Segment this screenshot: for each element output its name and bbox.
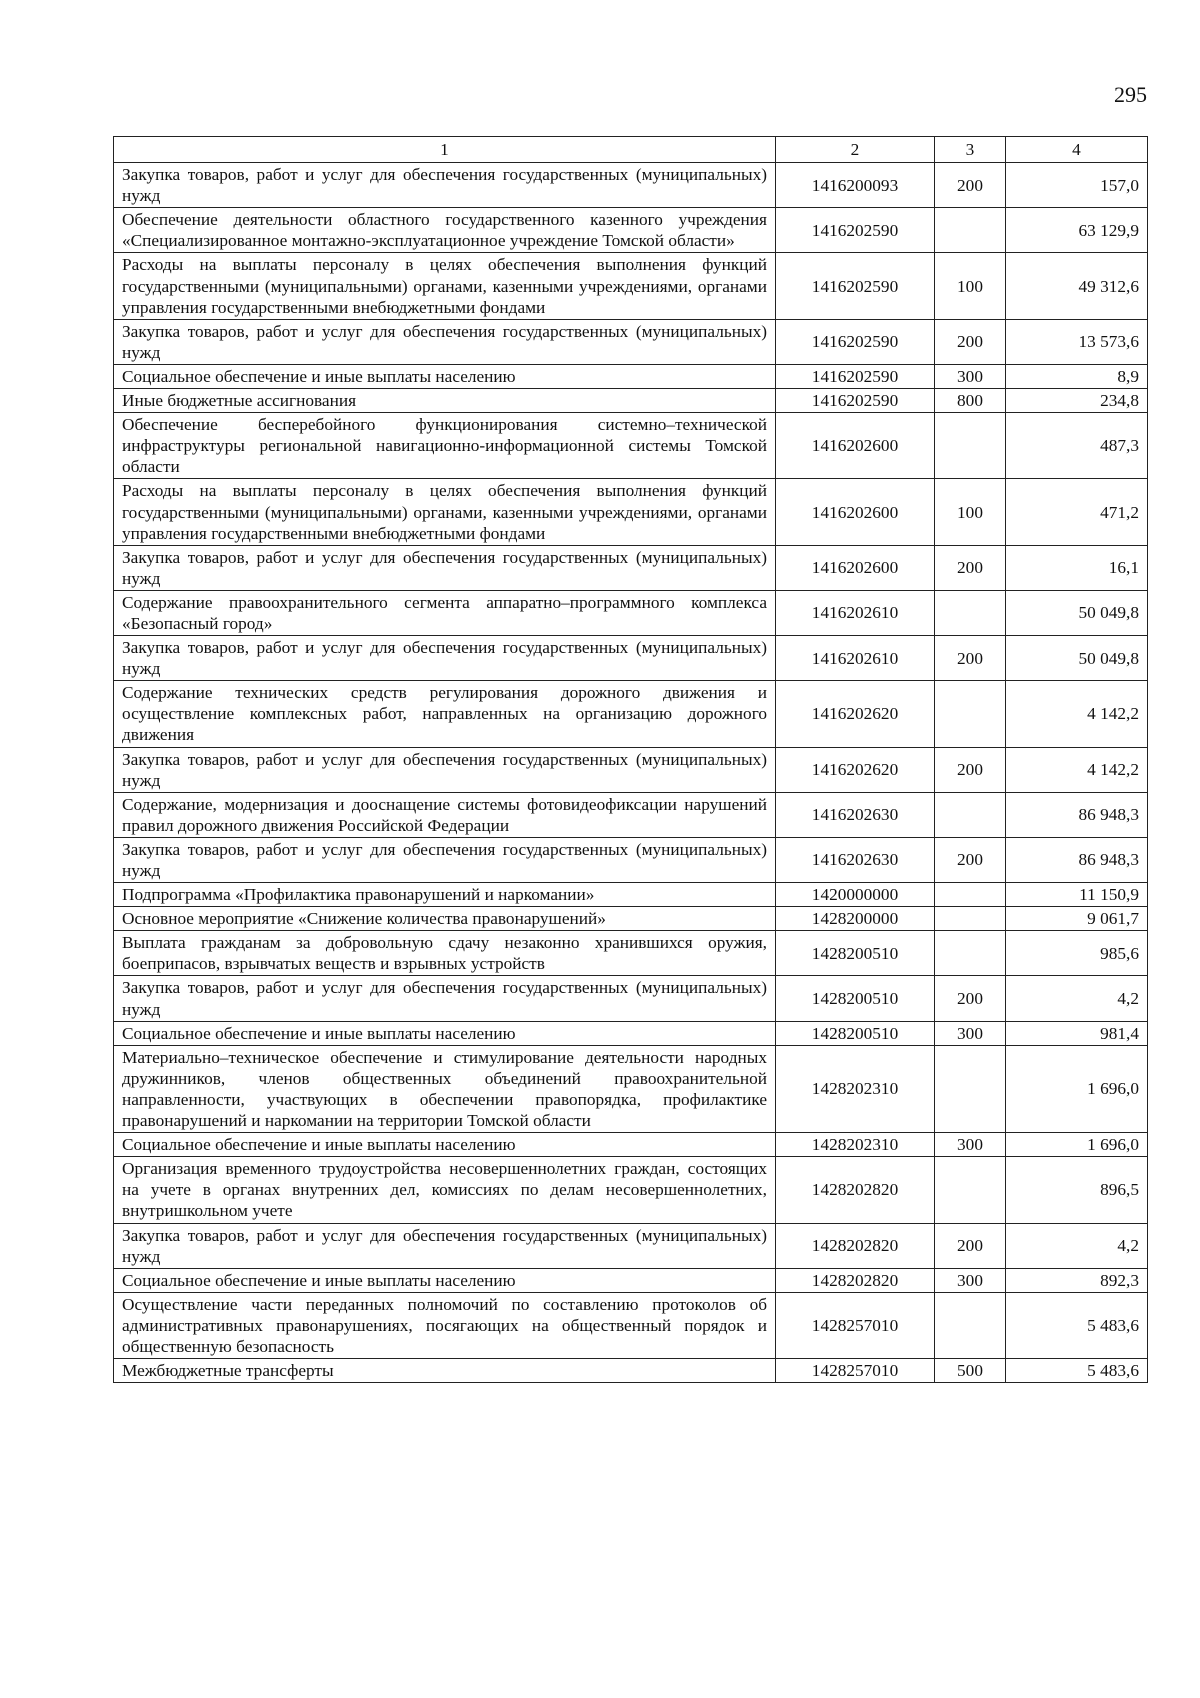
row-description: Иные бюджетные ассигнования: [114, 389, 776, 413]
row-description: Закупка товаров, работ и услуг для обеспечения государственных (муниципальных) нужд: [114, 1223, 776, 1268]
header-col-2: 2: [776, 137, 935, 163]
row-description: Закупка товаров, работ и услуг для обеспечения государственных (муниципальных) нужд: [114, 163, 776, 208]
row-expense-type: [935, 1157, 1006, 1223]
row-expense-type: 200: [935, 747, 1006, 792]
row-expense-type: 200: [935, 319, 1006, 364]
row-expense-type: [935, 413, 1006, 479]
row-expense-type: [935, 907, 1006, 931]
row-description: Закупка товаров, работ и услуг для обеспечения государственных (муниципальных) нужд: [114, 837, 776, 882]
table-row: [114, 1359, 1148, 1383]
row-code: 1428200510: [776, 1021, 935, 1045]
row-amount: 49 312,6: [1006, 253, 1148, 319]
header-col-4: 4: [1006, 137, 1148, 163]
table-row: [114, 1133, 1148, 1157]
row-amount: 86 948,3: [1006, 837, 1148, 882]
table-row: [114, 163, 1148, 208]
row-description: Содержание технических средств регулирования дорожного движения и осуществление комплексных работ, направленных на организацию дорожного движения: [114, 681, 776, 747]
row-amount: 86 948,3: [1006, 792, 1148, 837]
row-description: Закупка товаров, работ и услуг для обеспечения государственных (муниципальных) нужд: [114, 747, 776, 792]
table-row: [114, 1223, 1148, 1268]
row-code: 1416202600: [776, 545, 935, 590]
row-description: Материально–техническое обеспечение и стимулирование деятельности народных дружинников, членов общественных объединений правоохранительной направленности, участвующих в обеспечении правопорядка, профилактике правонарушений и наркомании на территории Томской области: [114, 1045, 776, 1132]
table-row: [114, 792, 1148, 837]
table-row: [114, 319, 1148, 364]
row-amount: 63 129,9: [1006, 208, 1148, 253]
row-code: 1416200093: [776, 163, 935, 208]
header-col-1: 1: [114, 137, 776, 163]
row-amount: 892,3: [1006, 1268, 1148, 1292]
table-row: [114, 1268, 1148, 1292]
row-amount: 50 049,8: [1006, 636, 1148, 681]
row-amount: 471,2: [1006, 479, 1148, 545]
budget-table: [113, 136, 1148, 1383]
row-description: Выплата гражданам за добровольную сдачу незаконно хранившихся оружия, боеприпасов, взрывчатых веществ и взрывных устройств: [114, 931, 776, 976]
table-row: [114, 389, 1148, 413]
row-description: Расходы на выплаты персоналу в целях обеспечения выполнения функций государственными (муниципальными) органами, казенными учреждениями, органами управления государственными внебюджетными фондами: [114, 253, 776, 319]
row-description: Закупка товаров, работ и услуг для обеспечения государственных (муниципальных) нужд: [114, 636, 776, 681]
table-row: [114, 907, 1148, 931]
row-code: 1428202820: [776, 1268, 935, 1292]
row-code: 1428202820: [776, 1223, 935, 1268]
table-row: [114, 883, 1148, 907]
row-description: Обеспечение деятельности областного государственного казенного учреждения «Специализированное монтажно-эксплуатационное учреждение Томской области»: [114, 208, 776, 253]
row-description: Закупка товаров, работ и услуг для обеспечения государственных (муниципальных) нужд: [114, 976, 776, 1021]
row-expense-type: [935, 1045, 1006, 1132]
table-row: [114, 479, 1148, 545]
row-code: 1420000000: [776, 883, 935, 907]
table-row: [114, 976, 1148, 1021]
table-row: [114, 747, 1148, 792]
row-description: Подпрограмма «Профилактика правонарушений и наркомании»: [114, 883, 776, 907]
row-code: 1416202590: [776, 389, 935, 413]
row-description: Закупка товаров, работ и услуг для обеспечения государственных (муниципальных) нужд: [114, 545, 776, 590]
row-expense-type: 300: [935, 364, 1006, 388]
table-row: [114, 837, 1148, 882]
table-row: [114, 253, 1148, 319]
row-expense-type: 300: [935, 1133, 1006, 1157]
row-amount: 1 696,0: [1006, 1133, 1148, 1157]
row-expense-type: 200: [935, 1223, 1006, 1268]
row-description: Обеспечение бесперебойного функционирования системно–технической инфраструктуры региональной навигационно-информационной системы Томской области: [114, 413, 776, 479]
row-expense-type: 200: [935, 837, 1006, 882]
row-code: 1428202310: [776, 1133, 935, 1157]
row-description: Социальное обеспечение и иные выплаты населению: [114, 1268, 776, 1292]
row-description: Осуществление части переданных полномочий по составлению протоколов об административных правонарушениях, посягающих на общественный порядок и общественную безопасность: [114, 1292, 776, 1358]
table-row: [114, 931, 1148, 976]
row-code: 1428200000: [776, 907, 935, 931]
row-amount: 5 483,6: [1006, 1359, 1148, 1383]
row-amount: 487,3: [1006, 413, 1148, 479]
row-expense-type: 300: [935, 1021, 1006, 1045]
row-expense-type: 200: [935, 545, 1006, 590]
row-description: Расходы на выплаты персоналу в целях обеспечения выполнения функций государственными (муниципальными) органами, казенными учреждениями, органами управления государственными внебюджетными фондами: [114, 479, 776, 545]
row-expense-type: 100: [935, 253, 1006, 319]
table-row: [114, 545, 1148, 590]
row-expense-type: 200: [935, 636, 1006, 681]
table-header-row: [114, 137, 1148, 163]
table-row: [114, 1045, 1148, 1132]
table-row: [114, 636, 1148, 681]
row-expense-type: 200: [935, 976, 1006, 1021]
row-description: Содержание, модернизация и дооснащение системы фотовидеофиксации нарушений правил дорожного движения Российской Федерации: [114, 792, 776, 837]
row-expense-type: [935, 931, 1006, 976]
row-expense-type: [935, 208, 1006, 253]
row-expense-type: [935, 590, 1006, 635]
row-amount: 985,6: [1006, 931, 1148, 976]
table-row: [114, 1292, 1148, 1358]
row-amount: 4,2: [1006, 976, 1148, 1021]
row-expense-type: [935, 883, 1006, 907]
row-amount: 8,9: [1006, 364, 1148, 388]
row-expense-type: [935, 792, 1006, 837]
table-row: [114, 590, 1148, 635]
row-expense-type: 300: [935, 1268, 1006, 1292]
row-code: 1428200510: [776, 931, 935, 976]
row-amount: 157,0: [1006, 163, 1148, 208]
row-amount: 4 142,2: [1006, 681, 1148, 747]
row-code: 1416202600: [776, 479, 935, 545]
row-amount: 234,8: [1006, 389, 1148, 413]
row-code: 1428200510: [776, 976, 935, 1021]
row-code: 1416202620: [776, 681, 935, 747]
table-row: [114, 413, 1148, 479]
row-code: 1416202610: [776, 636, 935, 681]
row-code: 1416202600: [776, 413, 935, 479]
row-description: Социальное обеспечение и иные выплаты населению: [114, 1133, 776, 1157]
row-expense-type: 800: [935, 389, 1006, 413]
row-code: 1416202590: [776, 253, 935, 319]
row-code: 1428202310: [776, 1045, 935, 1132]
row-code: 1416202630: [776, 837, 935, 882]
row-code: 1416202590: [776, 319, 935, 364]
row-code: 1428202820: [776, 1157, 935, 1223]
row-description: Организация временного трудоустройства несовершеннолетних граждан, состоящих на учете в органах внутренних дел, комиссиях по делам несовершеннолетних, внутришкольном учете: [114, 1157, 776, 1223]
row-code: 1416202590: [776, 364, 935, 388]
row-expense-type: [935, 1292, 1006, 1358]
row-amount: 1 696,0: [1006, 1045, 1148, 1132]
row-description: Основное мероприятие «Снижение количества правонарушений»: [114, 907, 776, 931]
row-amount: 981,4: [1006, 1021, 1148, 1045]
page-number: 295: [1114, 82, 1147, 107]
row-code: 1416202610: [776, 590, 935, 635]
table-body: [114, 163, 1148, 1383]
row-amount: 896,5: [1006, 1157, 1148, 1223]
header-col-3: 3: [935, 137, 1006, 163]
row-description: Закупка товаров, работ и услуг для обеспечения государственных (муниципальных) нужд: [114, 319, 776, 364]
row-code: 1428257010: [776, 1292, 935, 1358]
table-row: [114, 1157, 1148, 1223]
row-code: 1416202590: [776, 208, 935, 253]
table-row: [114, 681, 1148, 747]
row-amount: 4,2: [1006, 1223, 1148, 1268]
row-amount: 16,1: [1006, 545, 1148, 590]
row-code: 1428257010: [776, 1359, 935, 1383]
row-expense-type: 100: [935, 479, 1006, 545]
row-amount: 9 061,7: [1006, 907, 1148, 931]
row-description: Социальное обеспечение и иные выплаты населению: [114, 1021, 776, 1045]
row-description: Межбюджетные трансферты: [114, 1359, 776, 1383]
row-expense-type: 200: [935, 163, 1006, 208]
row-description: Социальное обеспечение и иные выплаты населению: [114, 364, 776, 388]
row-description: Содержание правоохранительного сегмента аппаратно–программного комплекса «Безопасный город»: [114, 590, 776, 635]
row-amount: 13 573,6: [1006, 319, 1148, 364]
row-expense-type: 500: [935, 1359, 1006, 1383]
row-amount: 5 483,6: [1006, 1292, 1148, 1358]
table-row: [114, 208, 1148, 253]
row-amount: 50 049,8: [1006, 590, 1148, 635]
row-code: 1416202630: [776, 792, 935, 837]
row-expense-type: [935, 681, 1006, 747]
row-amount: 11 150,9: [1006, 883, 1148, 907]
row-amount: 4 142,2: [1006, 747, 1148, 792]
table-row: [114, 364, 1148, 388]
table-row: [114, 1021, 1148, 1045]
row-code: 1416202620: [776, 747, 935, 792]
